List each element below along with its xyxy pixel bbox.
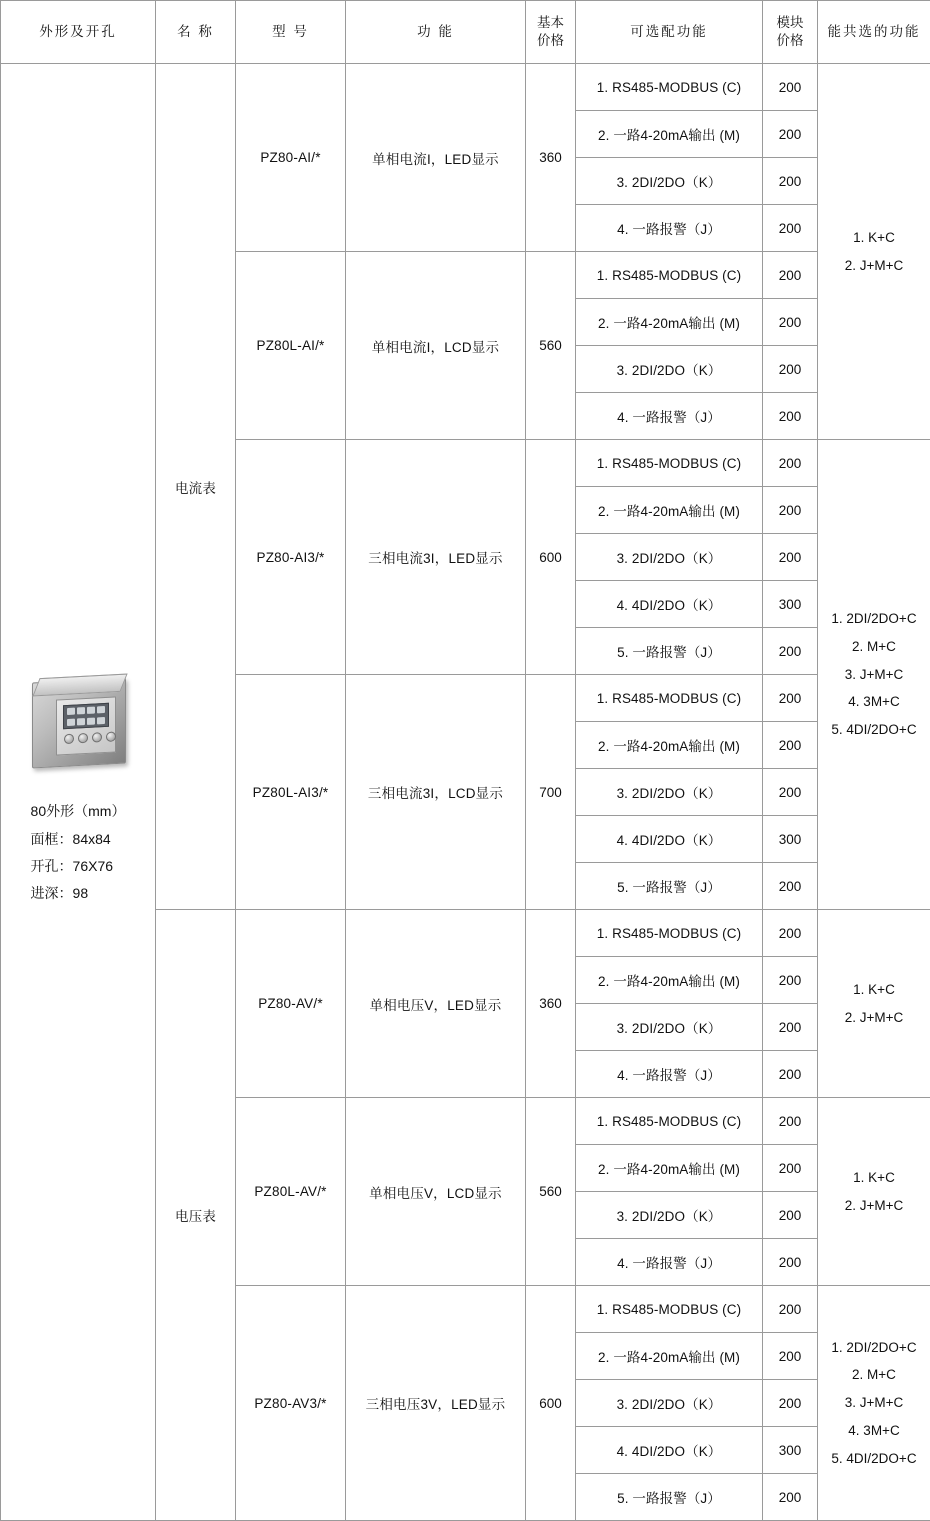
table-row: [1, 64, 930, 111]
module-price: 200: [763, 346, 818, 393]
module-price: 200: [763, 1051, 818, 1098]
module-price: 300: [763, 816, 818, 863]
optional-function-label: 2. 一路4-20mA输出 (M): [576, 1333, 763, 1380]
combinable-function-line: 2. J+M+C: [818, 1004, 930, 1032]
combinable-functions-cell: [818, 910, 930, 1098]
combinable-function-line: 5. 4DI/2DO+C: [818, 716, 930, 744]
module-price: 200: [763, 863, 818, 910]
module-price: 200: [763, 910, 818, 957]
optional-function-label: 3. 2DI/2DO（K）: [576, 1004, 763, 1051]
module-price: 200: [763, 675, 818, 722]
combinable-function-line: 1. 2DI/2DO+C: [818, 1334, 930, 1362]
optional-function-label: 2. 一路4-20mA输出 (M): [576, 957, 763, 1004]
optional-function-label: 4. 4DI/2DO（K）: [576, 816, 763, 863]
module-price: 300: [763, 1427, 818, 1474]
outline-text-block: [31, 798, 126, 907]
product-function: 单相电流I，LED显示: [346, 64, 526, 252]
header-basic-price: [526, 1, 576, 64]
optional-function-label: 2. 一路4-20mA输出 (M): [576, 111, 763, 158]
optional-function-label: 2. 一路4-20mA输出 (M): [576, 1145, 763, 1192]
module-price: 200: [763, 722, 818, 769]
optional-function-label: 2. 一路4-20mA输出 (M): [576, 487, 763, 534]
optional-function-label: 4. 4DI/2DO（K）: [576, 1427, 763, 1474]
optional-function-label: 5. 一路报警（J）: [576, 863, 763, 910]
module-price: 200: [763, 1239, 818, 1286]
product-function: 单相电流I，LCD显示: [346, 252, 526, 440]
header-module-price: [763, 1, 818, 64]
module-price: 200: [763, 1098, 818, 1145]
product-model: PZ80L-AV/*: [236, 1098, 346, 1286]
module-price: 200: [763, 1192, 818, 1239]
optional-function-label: 3. 2DI/2DO（K）: [576, 158, 763, 205]
product-model: PZ80L-AI3/*: [236, 675, 346, 910]
header-name: 名 称: [156, 1, 236, 64]
combinable-functions-cell: [818, 1098, 930, 1286]
optional-function-label: 1. RS485-MODBUS (C): [576, 64, 763, 111]
product-model: PZ80-AV3/*: [236, 1286, 346, 1521]
optional-function-label: 1. RS485-MODBUS (C): [576, 1286, 763, 1333]
optional-function-label: 5. 一路报警（J）: [576, 628, 763, 675]
optional-function-label: 3. 2DI/2DO（K）: [576, 1380, 763, 1427]
combinable-function-line: 1. K+C: [818, 1164, 930, 1192]
header-basic-price-line1: 基本: [526, 14, 575, 32]
product-function: 三相电流3I，LCD显示: [346, 675, 526, 910]
optional-function-label: 3. 2DI/2DO（K）: [576, 769, 763, 816]
optional-function-label: 1. RS485-MODBUS (C): [576, 252, 763, 299]
module-price: 200: [763, 64, 818, 111]
product-function: 单相电压V，LED显示: [346, 910, 526, 1098]
combinable-functions-cell: [818, 64, 930, 440]
module-price: 200: [763, 158, 818, 205]
outline-line: 开孔：76X76: [31, 853, 126, 880]
optional-function-label: 1. RS485-MODBUS (C): [576, 440, 763, 487]
combinable-function-line: 4. 3M+C: [818, 1417, 930, 1445]
module-price: 200: [763, 1380, 818, 1427]
combinable-function-line: 3. J+M+C: [818, 1389, 930, 1417]
combinable-function-line: 4. 3M+C: [818, 688, 930, 716]
module-price: 200: [763, 1474, 818, 1521]
combinable-functions-cell: [818, 440, 930, 910]
product-group-name: 电压表: [156, 910, 236, 1521]
outline-line: 80外形（mm）: [31, 798, 126, 825]
outline-line: 面框：84x84: [31, 826, 126, 853]
product-function: 三相电流3I，LED显示: [346, 440, 526, 675]
optional-function-label: 1. RS485-MODBUS (C): [576, 675, 763, 722]
product-model: PZ80-AI/*: [236, 64, 346, 252]
module-price: 200: [763, 769, 818, 816]
header-model: 型 号: [236, 1, 346, 64]
combinable-function-line: 2. M+C: [818, 633, 930, 661]
module-price: 200: [763, 111, 818, 158]
product-base-price: 560: [526, 1098, 576, 1286]
optional-function-label: 4. 4DI/2DO（K）: [576, 581, 763, 628]
product-base-price: 600: [526, 440, 576, 675]
module-price: 200: [763, 1333, 818, 1380]
header-module-price-line2: 价格: [763, 32, 817, 50]
optional-function-label: 3. 2DI/2DO（K）: [576, 346, 763, 393]
optional-function-label: 4. 一路报警（J）: [576, 205, 763, 252]
product-base-price: 360: [526, 64, 576, 252]
module-price: 200: [763, 957, 818, 1004]
product-base-price: 360: [526, 910, 576, 1098]
optional-function-label: 3. 2DI/2DO（K）: [576, 534, 763, 581]
header-function: 功 能: [346, 1, 526, 64]
outline-dimensions-cell: [1, 64, 156, 1521]
product-base-price: 700: [526, 675, 576, 910]
combinable-function-line: 2. M+C: [818, 1361, 930, 1389]
outline-line: 进深：98: [31, 880, 126, 907]
header-module-price-line1: 模块: [763, 14, 817, 32]
optional-function-label: 5. 一路报警（J）: [576, 1474, 763, 1521]
product-group-name: 电流表: [156, 64, 236, 910]
header-outline: 外形及开孔: [1, 1, 156, 64]
module-price: 200: [763, 299, 818, 346]
header-optional-functions: 可选配功能: [576, 1, 763, 64]
combinable-functions-cell: [818, 1286, 930, 1521]
module-price: 200: [763, 440, 818, 487]
optional-function-label: 3. 2DI/2DO（K）: [576, 1192, 763, 1239]
module-price: 200: [763, 534, 818, 581]
module-price: 300: [763, 581, 818, 628]
combinable-function-line: 1. K+C: [818, 224, 930, 252]
product-model: PZ80-AV/*: [236, 910, 346, 1098]
optional-function-label: 2. 一路4-20mA输出 (M): [576, 722, 763, 769]
module-price: 200: [763, 628, 818, 675]
header-basic-price-line2: 价格: [526, 32, 575, 50]
optional-function-label: 4. 一路报警（J）: [576, 1239, 763, 1286]
combinable-function-line: 1. 2DI/2DO+C: [818, 605, 930, 633]
optional-function-label: 2. 一路4-20mA输出 (M): [576, 299, 763, 346]
optional-function-label: 1. RS485-MODBUS (C): [576, 910, 763, 957]
product-base-price: 600: [526, 1286, 576, 1521]
table-body: [1, 64, 930, 1521]
module-price: 200: [763, 487, 818, 534]
module-price: 200: [763, 1286, 818, 1333]
product-base-price: 560: [526, 252, 576, 440]
table-header-row: [1, 1, 930, 64]
product-model: PZ80L-AI/*: [236, 252, 346, 440]
module-price: 200: [763, 393, 818, 440]
product-function: 单相电压V，LCD显示: [346, 1098, 526, 1286]
combinable-function-line: 3. J+M+C: [818, 661, 930, 689]
module-price: 200: [763, 1004, 818, 1051]
optional-function-label: 4. 一路报警（J）: [576, 1051, 763, 1098]
header-combinable-functions: 能共选的功能: [818, 1, 930, 64]
combinable-function-line: 1. K+C: [818, 976, 930, 1004]
optional-function-label: 1. RS485-MODBUS (C): [576, 1098, 763, 1145]
combinable-function-line: 5. 4DI/2DO+C: [818, 1445, 930, 1473]
panel-meter-photo: [26, 676, 130, 768]
product-model: PZ80-AI3/*: [236, 440, 346, 675]
optional-function-label: 4. 一路报警（J）: [576, 393, 763, 440]
combinable-function-line: 2. J+M+C: [818, 1192, 930, 1220]
module-price: 200: [763, 205, 818, 252]
product-function: 三相电压3V，LED显示: [346, 1286, 526, 1521]
combinable-function-line: 2. J+M+C: [818, 252, 930, 280]
module-price: 200: [763, 252, 818, 299]
module-price: 200: [763, 1145, 818, 1192]
